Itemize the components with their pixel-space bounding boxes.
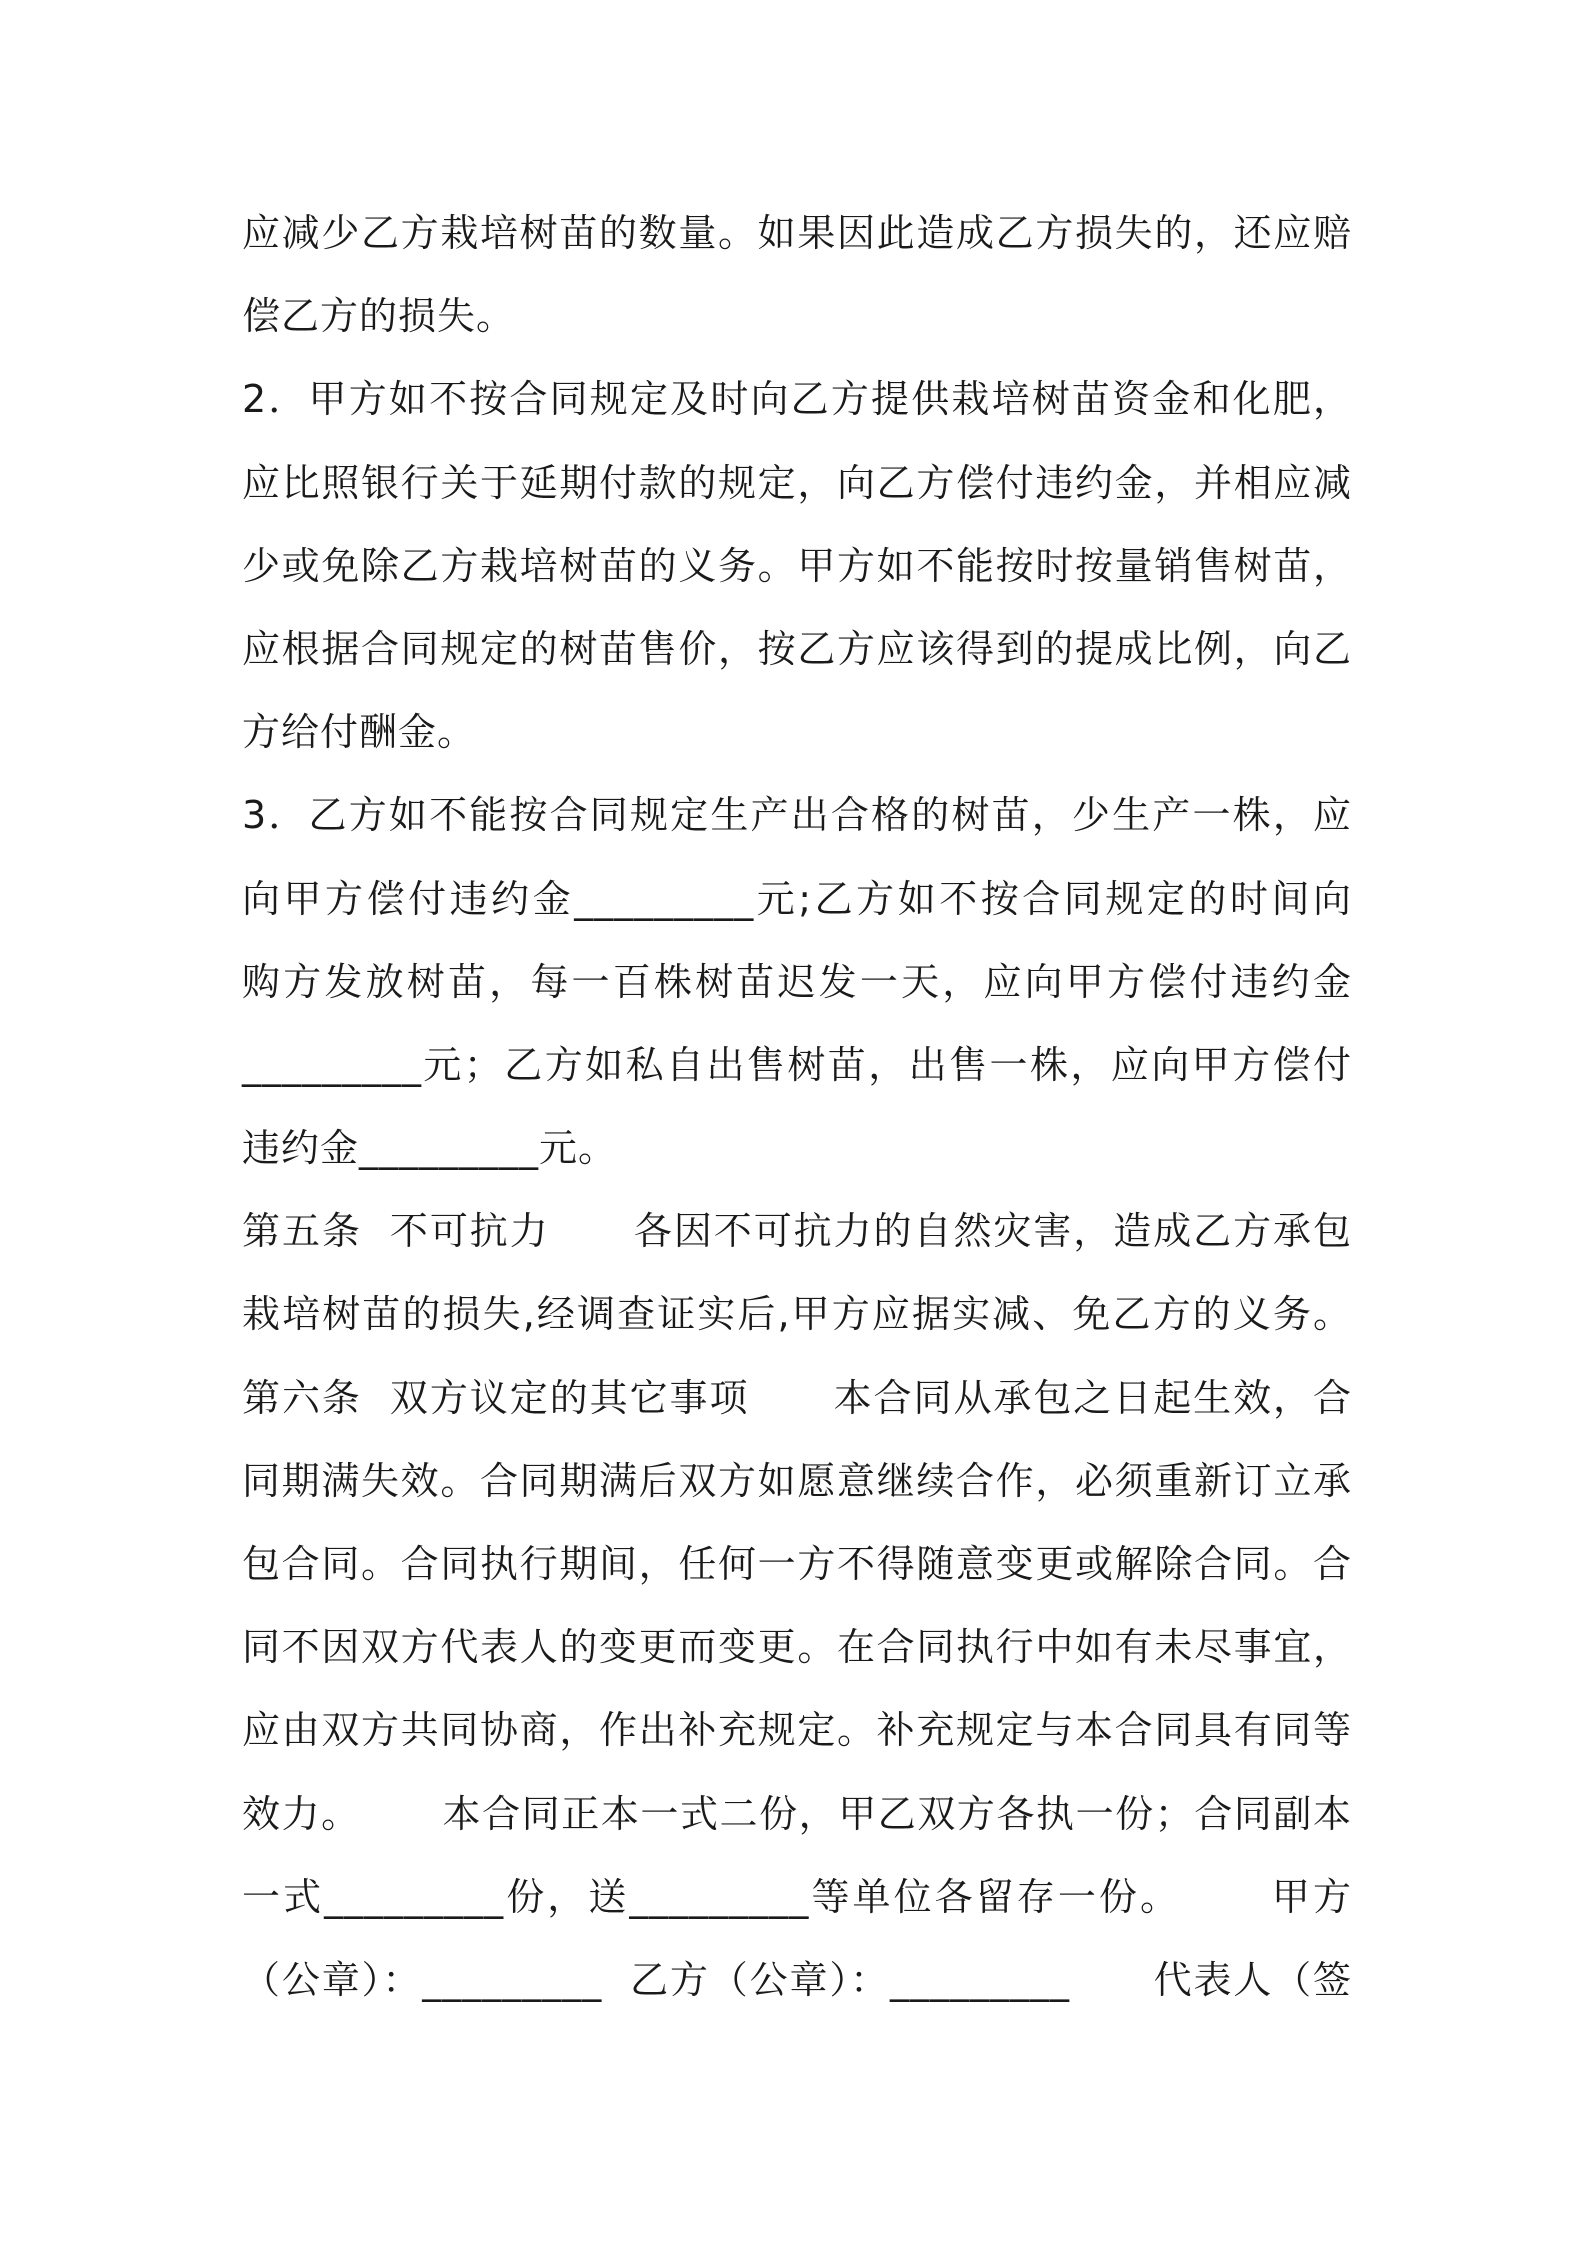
text-line: 2．甲方如不按合同规定及时向乙方提供栽培树苗资金和化肥， <box>242 377 1352 422</box>
text-line: 栽培树苗的损失,经调查证实后,甲方应据实减、免乙方的义务。 <box>242 1292 1352 1337</box>
text-line: 一式_________份，送_________等单位各留存一份。 甲方 <box>242 1874 1352 1919</box>
text-line: 违约金_________元。 <box>242 1126 618 1171</box>
text-line: 第五条 不可抗力 各因不可抗力的自然灾害，造成乙方承包 <box>242 1209 1352 1254</box>
text-line: 第六条 双方议定的其它事项 本合同从承包之日起生效，合 <box>242 1375 1352 1420</box>
text-line: 3．乙方如不能按合同规定生产出合格的树苗，少生产一株，应 <box>242 793 1352 838</box>
text-line: 应由双方共同协商，作出补充规定。补充规定与本合同具有同等 <box>242 1708 1352 1753</box>
text-line: _________元；乙方如私自出售树苗，出售一株，应向甲方偿付 <box>242 1042 1352 1087</box>
text-line: 购方发放树苗，每一百株树苗迟发一天，应向甲方偿付违约金 <box>242 959 1352 1004</box>
contract-text-block <box>242 192 1352 2022</box>
text-line: （公章）：_________ 乙方（公章）：_________ 代表人（签 <box>242 1957 1352 2002</box>
text-line: 向甲方偿付违约金_________元;乙方如不按合同规定的时间向 <box>242 876 1352 921</box>
text-line: 应比照银行关于延期付款的规定，向乙方偿付违约金，并相应减 <box>242 460 1352 505</box>
text-line: 应根据合同规定的树苗售价，按乙方应该得到的提成比例，向乙 <box>242 626 1352 671</box>
text-line: 少或免除乙方栽培树苗的义务。甲方如不能按时按量销售树苗， <box>242 543 1352 588</box>
text-line: 同期满失效。合同期满后双方如愿意继续合作，必须重新订立承 <box>242 1458 1352 1503</box>
text-line: 包合同。合同执行期间，任何一方不得随意变更或解除合同。合 <box>242 1542 1352 1586</box>
text-line: 效力。 本合同正本一式二份，甲乙双方各执一份；合同副本 <box>242 1791 1352 1836</box>
text-line: 偿乙方的损失。 <box>242 294 516 339</box>
text-line: 应减少乙方栽培树苗的数量。如果因此造成乙方损失的，还应赔 <box>242 211 1352 255</box>
text-line: 同不因双方代表人的变更而变更。在合同执行中如有未尽事宜， <box>242 1625 1352 1670</box>
text-line: 方给付酬金。 <box>242 710 477 755</box>
